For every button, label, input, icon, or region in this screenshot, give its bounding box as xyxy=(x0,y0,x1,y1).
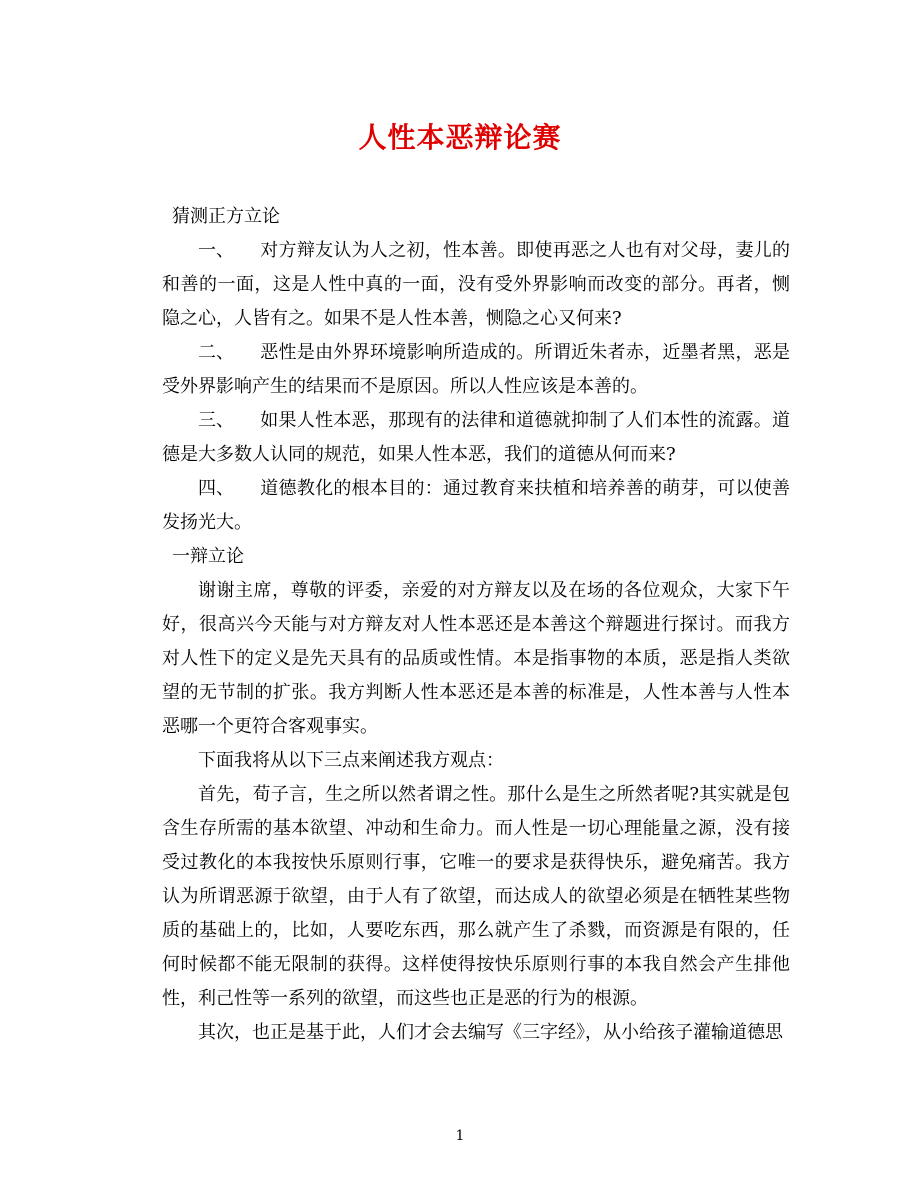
list-item-number: 四、 xyxy=(198,478,234,499)
body-paragraph: 首先，荀子言，生之所以然者谓之性。那什么是生之所然者呢?其实就是包含生存所需的基本欲望、冲动和生命力。而人性是一切心理能量之源，没有接受过教化的本我按快乐原则行事，它唯一的要求是获得快乐，避免痛苦。我方认为所谓恶源于欲望，由于人有了欲望，而达成人的欲望必须是在牺牲某些物质的基础上的，比如，人要吃东西，那么就产生了杀戮，而资源是有限的，任何时候都不能无限制的获得。这样使得按快乐原则行事的本我自然会产生排他性，利己性等一系列的欲望，而这些也正是恶的行为的根源。 xyxy=(162,784,790,1009)
list-item-text: 对方辩友认为人之初，性本善。即使再恶之人也有对父母，妻儿的和善的一面，这是人性中真的一面，没有受外界影响而改变的部分。再者，恻隐之心，人皆有之。如果不是人性本善，恻隐之心又何来? xyxy=(162,240,790,329)
body-paragraph: 下面我将从以下三点来阐述我方观点： xyxy=(198,750,504,771)
list-item xyxy=(162,234,790,336)
document-body xyxy=(162,200,790,1050)
list-item xyxy=(162,404,790,472)
body-paragraph: 谢谢主席，尊敬的评委，亲爱的对方辩友以及在场的各位观众，大家下午好，很高兴今天能与对方辩友对人性本恶还是本善这个辩题进行探讨。而我方对人性下的定义是先天具有的品质或性情。本是指事物的本质，恶是指人类欲望的无节制的扩张。我方判断人性本恶还是本善的标准是，人性本善与人性本恶哪一个更符合客观事实。 xyxy=(162,580,790,737)
list-item xyxy=(162,336,790,404)
page-number: 1 xyxy=(455,1128,465,1144)
list-item-number: 一、 xyxy=(198,240,234,261)
body-paragraph: 其次，也正是基于此，人们才会去编写《三字经》，从小给孩子灌输道德思 xyxy=(198,1022,783,1043)
list-item xyxy=(162,472,790,540)
list-item-text: 恶性是由外界环境影响所造成的。所谓近朱者赤，近墨者黑，恶是受外界影响产生的结果而不是原因。所以人性应该是本善的。 xyxy=(162,342,790,397)
section-heading-affirmative-guess: 猜测正方立论 xyxy=(172,206,280,227)
section-heading-first-speaker: 一辩立论 xyxy=(172,546,244,567)
list-item-text: 如果人性本恶，那现有的法律和道德就抑制了人们本性的流露。道德是大多数人认同的规范，如果人性本恶，我们的道德从何而来? xyxy=(162,410,790,465)
list-item-text: 道德教化的根本目的：通过教育来扶植和培养善的萌芽，可以使善发扬光大。 xyxy=(162,478,790,533)
list-item-number: 三、 xyxy=(198,410,234,431)
document-title: 人性本恶辩论赛 xyxy=(358,121,562,154)
list-item-number: 二、 xyxy=(198,342,234,363)
